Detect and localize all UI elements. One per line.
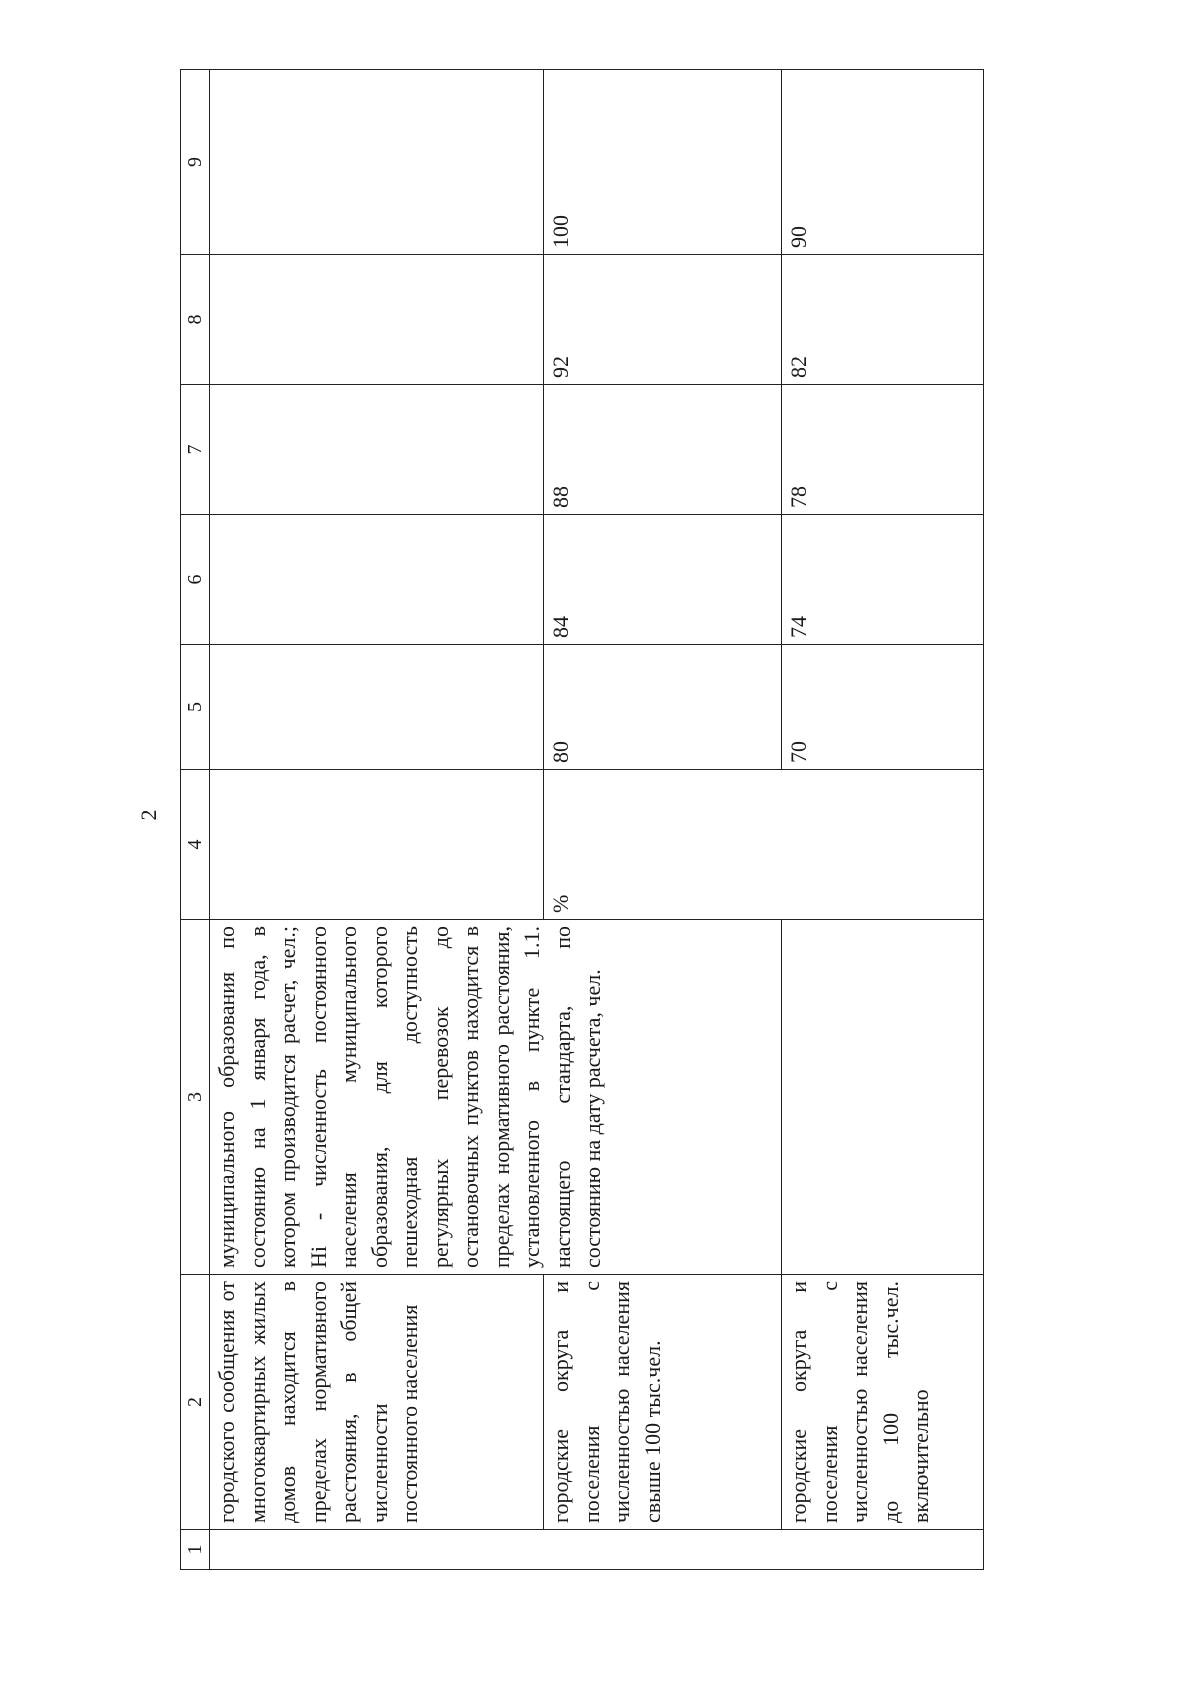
header-col-5: 5 xyxy=(181,645,210,770)
unit-cell xyxy=(210,770,544,920)
table-row xyxy=(544,70,782,1570)
header-col-8: 8 xyxy=(181,255,210,385)
value-cell: 84 xyxy=(544,515,782,645)
value-cell: 70 xyxy=(782,645,984,770)
header-row xyxy=(181,70,210,1570)
header-col-3: 3 xyxy=(181,920,210,1275)
header-col-6: 6 xyxy=(181,515,210,645)
formula-description-cell xyxy=(782,920,984,1275)
header-col-7: 7 xyxy=(181,385,210,515)
page-number: 2 xyxy=(136,809,161,821)
value-cell: 80 xyxy=(544,645,782,770)
value-cell: 78 xyxy=(782,385,984,515)
value-cell: 90 xyxy=(782,70,984,255)
header-col-4: 4 xyxy=(181,770,210,920)
rotated-table-container xyxy=(180,70,980,1570)
value-cell: 74 xyxy=(782,515,984,645)
header-col-1: 1 xyxy=(181,1530,210,1570)
indicator-text-cell: городские округа и поселения с численностью населения свыше 100 тыс.чел. xyxy=(544,1275,782,1530)
table-row xyxy=(210,70,544,1570)
unit-cell: % xyxy=(544,770,984,920)
indicator-text-cell: городского сообщения от многоквартирных жилых домов находится в пределах нормативного расстояния, в общей численности постоянного населения xyxy=(210,1275,544,1530)
indicator-table xyxy=(180,69,984,1570)
value-cell xyxy=(210,645,544,770)
value-cell xyxy=(210,515,544,645)
value-cell: 88 xyxy=(544,385,782,515)
indicator-text-cell: городские округа и поселения с численностью населения до 100 тыс.чел. включительно xyxy=(782,1275,984,1530)
row-number-cell xyxy=(210,1530,984,1570)
value-cell xyxy=(210,70,544,255)
header-col-9: 9 xyxy=(181,70,210,255)
value-cell xyxy=(210,255,544,385)
formula-description-cell: муниципального образования по состоянию на 1 января года, в котором производится расчет, чел.; Ні - численность постоянного населения муниципального образования, для которого пешеходная доступность регулярных перевозок до остановочных пунктов находится в пределах нормативного расстояния, установленного в пункте 1.1. настоящего стандарта, по состоянию на дату расчета, чел. xyxy=(210,920,782,1275)
value-cell: 92 xyxy=(544,255,782,385)
value-cell xyxy=(210,385,544,515)
value-cell: 100 xyxy=(544,70,782,255)
value-cell: 82 xyxy=(782,255,984,385)
header-col-2: 2 xyxy=(181,1275,210,1530)
